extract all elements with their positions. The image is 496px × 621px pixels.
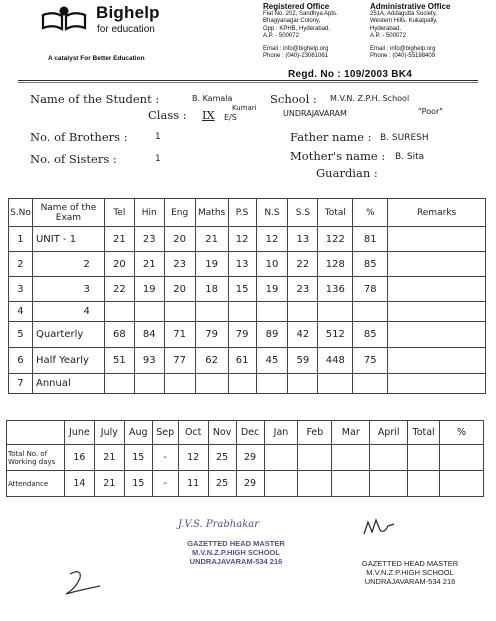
cell bbox=[256, 374, 288, 394]
cell bbox=[388, 227, 486, 252]
cell: 2 bbox=[32, 252, 104, 277]
cell bbox=[388, 322, 486, 348]
cell bbox=[370, 471, 408, 497]
cell: 68 bbox=[104, 322, 134, 348]
header-cell: April bbox=[370, 421, 408, 445]
cell: 29 bbox=[236, 471, 264, 497]
cell: 71 bbox=[164, 322, 195, 348]
cell: 15 bbox=[124, 445, 152, 471]
guardian-label: Guardian : bbox=[316, 166, 378, 180]
header-ps: P.S bbox=[228, 199, 256, 227]
administrative-line: Hyderabad. bbox=[370, 25, 402, 32]
class-medium: E/S bbox=[224, 113, 237, 122]
father-value: B. SURESH bbox=[380, 133, 429, 143]
cell: 25 bbox=[208, 445, 236, 471]
attendance-table bbox=[6, 420, 484, 497]
cell bbox=[256, 302, 288, 322]
cell: 62 bbox=[195, 348, 228, 374]
brothers-label: No. of Brothers : bbox=[30, 130, 128, 144]
registered-phone: Phone : (040)-23061061 bbox=[263, 53, 329, 60]
cell: 61 bbox=[228, 348, 256, 374]
cell bbox=[388, 252, 486, 277]
cell bbox=[195, 374, 228, 394]
cell: 77 bbox=[164, 348, 195, 374]
header-cell: Oct bbox=[178, 421, 208, 445]
cell: Annual bbox=[32, 374, 104, 394]
table-row bbox=[7, 445, 484, 471]
cell: 122 bbox=[318, 227, 353, 252]
left-signature: J.V.S. Prabhakar bbox=[178, 519, 259, 530]
registered-line: Flat No. 202, Sandhya Apts. bbox=[263, 11, 338, 17]
cell bbox=[388, 374, 486, 394]
cell: 19 bbox=[256, 277, 288, 302]
cell: 23 bbox=[164, 252, 195, 277]
cell: Half Yearly bbox=[32, 348, 104, 374]
student-name-extra: Kumari bbox=[232, 104, 257, 112]
left-stamp-line: UNDRAJAVARAM-534 216 bbox=[189, 557, 283, 566]
header-cell: June bbox=[64, 421, 94, 445]
header-sno: S.No bbox=[9, 199, 33, 227]
cell bbox=[164, 302, 195, 322]
header-eng: Eng bbox=[164, 199, 195, 227]
cell bbox=[104, 302, 134, 322]
cell: 5 bbox=[9, 322, 33, 348]
cell: 21 bbox=[94, 471, 124, 497]
cell: 85 bbox=[353, 322, 388, 348]
header-ns: N.S bbox=[256, 199, 288, 227]
cell bbox=[228, 302, 256, 322]
cell: 13 bbox=[288, 227, 318, 252]
registered-line: Bhagyanagar Colony, bbox=[263, 18, 321, 25]
registered-email: Email : info@bighelp.org bbox=[263, 45, 329, 52]
father-label: Father name : bbox=[290, 130, 372, 144]
cell: 29 bbox=[236, 445, 264, 471]
cell: UNIT - 1 bbox=[32, 227, 104, 252]
cell: 89 bbox=[256, 322, 288, 348]
cell: 448 bbox=[318, 348, 353, 374]
cell bbox=[288, 302, 318, 322]
brothers-value: 1 bbox=[155, 132, 161, 142]
class-label: Class : bbox=[148, 108, 187, 122]
registered-line: Opp : KPHB, Hyderabad. bbox=[263, 25, 331, 32]
cell bbox=[353, 302, 388, 322]
cell bbox=[264, 471, 298, 497]
cell: 78 bbox=[353, 277, 388, 302]
cell: Quarterly bbox=[32, 322, 104, 348]
left-stamp bbox=[166, 539, 306, 566]
cell: 3 bbox=[9, 277, 33, 302]
table-row bbox=[9, 302, 486, 322]
table-row bbox=[9, 252, 486, 277]
cell: 12 bbox=[256, 227, 288, 252]
header-cell bbox=[7, 421, 65, 445]
cell: 22 bbox=[288, 252, 318, 277]
attendance-header-row bbox=[7, 421, 484, 445]
header-divider bbox=[18, 82, 478, 83]
cell: 81 bbox=[353, 227, 388, 252]
header-cell: July bbox=[94, 421, 124, 445]
remark-poor: "Poor" bbox=[418, 107, 443, 116]
header-divider bbox=[18, 80, 478, 81]
cell: 45 bbox=[256, 348, 288, 374]
right-signature-icon bbox=[360, 516, 400, 543]
header-cell: Jan bbox=[264, 421, 298, 445]
header-cell: % bbox=[440, 421, 484, 445]
cell bbox=[298, 445, 332, 471]
header-cell: Dec bbox=[236, 421, 264, 445]
brand-name: Bighelp bbox=[96, 3, 160, 22]
cell: 136 bbox=[318, 277, 353, 302]
cell: 21 bbox=[104, 227, 134, 252]
cell bbox=[440, 445, 484, 471]
cell: 6 bbox=[9, 348, 33, 374]
cell: 3 bbox=[32, 277, 104, 302]
cell: 20 bbox=[164, 227, 195, 252]
cell: - bbox=[152, 471, 178, 497]
cell: 20 bbox=[164, 277, 195, 302]
student-name-value: B. Kamala bbox=[192, 94, 233, 103]
cell: Attendance bbox=[7, 471, 65, 497]
cell bbox=[134, 374, 164, 394]
cell bbox=[408, 445, 440, 471]
registered-line: A.P. - 500072 bbox=[263, 33, 299, 40]
cell bbox=[332, 471, 370, 497]
cell: 23 bbox=[288, 277, 318, 302]
header-hin: Hin bbox=[134, 199, 164, 227]
cell: 75 bbox=[353, 348, 388, 374]
bighelp-logo-icon bbox=[40, 5, 88, 31]
cell bbox=[408, 471, 440, 497]
header-cell: Nov bbox=[208, 421, 236, 445]
cell: 10 bbox=[256, 252, 288, 277]
cell: 79 bbox=[195, 322, 228, 348]
cell: 51 bbox=[104, 348, 134, 374]
left-stamp-line: M.V.N.Z.P.HIGH SCHOOL bbox=[192, 548, 280, 557]
header-total: Total bbox=[318, 199, 353, 227]
cell: 23 bbox=[134, 227, 164, 252]
cell: 85 bbox=[353, 252, 388, 277]
cell bbox=[134, 302, 164, 322]
cell: 21 bbox=[134, 252, 164, 277]
cell: 12 bbox=[228, 227, 256, 252]
cell bbox=[195, 302, 228, 322]
cell: 1 bbox=[9, 227, 33, 252]
cell: 14 bbox=[64, 471, 94, 497]
registered-office bbox=[263, 2, 378, 60]
mother-label: Mother's name : bbox=[290, 149, 386, 163]
registered-office-title: Registered Office bbox=[263, 2, 330, 11]
marks-table bbox=[8, 198, 486, 394]
cell: 2 bbox=[9, 252, 33, 277]
header-exam: Name of the Exam bbox=[32, 199, 104, 227]
header-cell: Aug bbox=[124, 421, 152, 445]
table-row bbox=[9, 322, 486, 348]
header-percent: % bbox=[353, 199, 388, 227]
cell bbox=[388, 302, 486, 322]
cell: 7 bbox=[9, 374, 33, 394]
cell bbox=[388, 277, 486, 302]
cell: 79 bbox=[228, 322, 256, 348]
administrative-office-title: Administrative Office bbox=[370, 2, 451, 11]
sisters-label: No. of Sisters : bbox=[30, 152, 117, 166]
administrative-phone: Phone : (040)-55198409 bbox=[370, 53, 436, 60]
cell: 12 bbox=[178, 445, 208, 471]
cell bbox=[104, 374, 134, 394]
cell bbox=[288, 374, 318, 394]
cell: 93 bbox=[134, 348, 164, 374]
school-value: M.V.N. Z.P.H. School bbox=[330, 94, 410, 103]
cell: 11 bbox=[178, 471, 208, 497]
cell bbox=[264, 445, 298, 471]
cell bbox=[164, 374, 195, 394]
administrative-line: 251A, Addagutta Society, bbox=[370, 11, 437, 17]
cell: 15 bbox=[228, 277, 256, 302]
table-row bbox=[7, 471, 484, 497]
right-stamp-line: UNDRAJAVARAM-534 216 bbox=[364, 577, 456, 586]
cell: 128 bbox=[318, 252, 353, 277]
right-stamp-line: GAZETTED HEAD MASTER bbox=[361, 559, 459, 568]
registration-number: Regd. No : 109/2003 BK4 bbox=[288, 69, 413, 80]
administrative-line: Western Hills, Kukatpally, bbox=[370, 18, 438, 25]
tagline: A catalyst For Better Education bbox=[48, 55, 145, 62]
table-row bbox=[9, 374, 486, 394]
administrative-email: Email : info@bighelp.org bbox=[370, 45, 436, 52]
class-value: IX bbox=[202, 108, 215, 122]
header-cell: Sep bbox=[152, 421, 178, 445]
cell bbox=[388, 348, 486, 374]
mother-value: B. Sita bbox=[395, 152, 425, 162]
header-remarks: Remarks bbox=[388, 199, 486, 227]
left-stamp-line: GAZETTED HEAD MASTER bbox=[187, 539, 285, 548]
cell bbox=[332, 445, 370, 471]
cell: Total No. of Working days bbox=[7, 445, 65, 471]
cell: 19 bbox=[195, 252, 228, 277]
marks-header-row bbox=[9, 199, 486, 227]
header-cell: Feb bbox=[298, 421, 332, 445]
administrative-office bbox=[370, 2, 490, 60]
right-stamp-line: M.V.N.Z.P.HIGH SCHOOL bbox=[366, 568, 454, 577]
cell: 19 bbox=[134, 277, 164, 302]
cell: 42 bbox=[288, 322, 318, 348]
cell: 16 bbox=[64, 445, 94, 471]
cell: - bbox=[152, 445, 178, 471]
table-row bbox=[9, 348, 486, 374]
cell bbox=[318, 374, 353, 394]
cell bbox=[440, 471, 484, 497]
header-cell: Mar bbox=[332, 421, 370, 445]
header-tel: Tel bbox=[104, 199, 134, 227]
administrative-line: A.P. - 500072 bbox=[370, 33, 406, 40]
cell: 25 bbox=[208, 471, 236, 497]
cell: 13 bbox=[228, 252, 256, 277]
right-stamp bbox=[340, 559, 480, 586]
header-maths: Maths bbox=[195, 199, 228, 227]
sisters-value: 1 bbox=[155, 154, 161, 164]
cell: 21 bbox=[195, 227, 228, 252]
cell bbox=[370, 445, 408, 471]
cell bbox=[318, 302, 353, 322]
cell: 512 bbox=[318, 322, 353, 348]
cell: 4 bbox=[9, 302, 33, 322]
cell: 15 bbox=[124, 471, 152, 497]
cell bbox=[228, 374, 256, 394]
cell bbox=[353, 374, 388, 394]
student-signature-icon bbox=[60, 568, 110, 605]
cell: 18 bbox=[195, 277, 228, 302]
cell: 84 bbox=[134, 322, 164, 348]
header-cell: Total bbox=[408, 421, 440, 445]
cell: 20 bbox=[104, 252, 134, 277]
cell: 21 bbox=[94, 445, 124, 471]
header-ss: S.S bbox=[288, 199, 318, 227]
table-row bbox=[9, 227, 486, 252]
cell: 59 bbox=[288, 348, 318, 374]
cell: 4 bbox=[32, 302, 104, 322]
school-label: School : bbox=[270, 92, 317, 106]
brand-subtitle: for education bbox=[97, 24, 155, 35]
table-row bbox=[9, 277, 486, 302]
student-name-label: Name of the Student : bbox=[30, 92, 160, 106]
cell: 22 bbox=[104, 277, 134, 302]
school-place: UNDRAJAVARAM bbox=[283, 109, 347, 118]
cell bbox=[298, 471, 332, 497]
